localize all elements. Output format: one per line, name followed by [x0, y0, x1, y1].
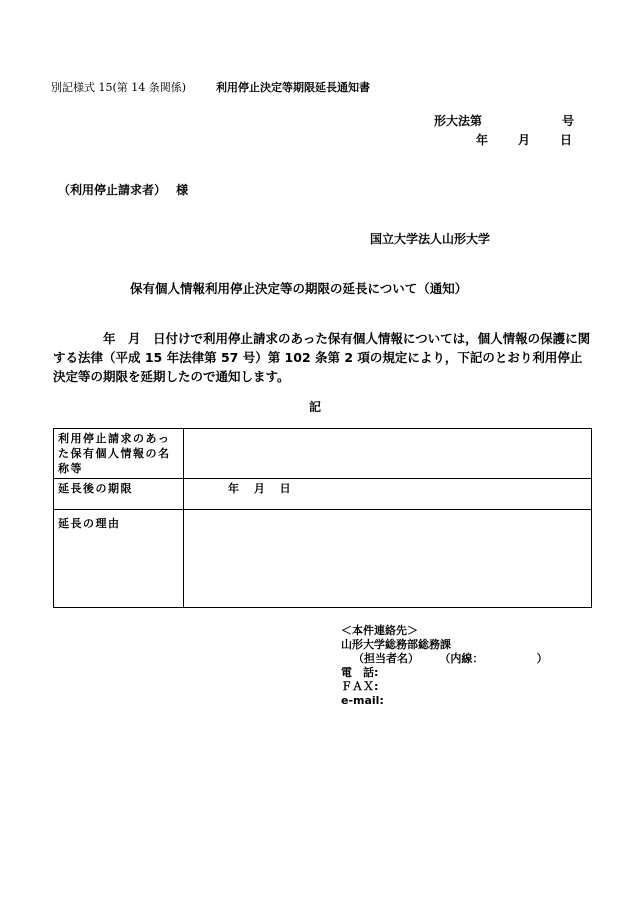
table-value — [184, 510, 592, 608]
table-value: 年 月 日 — [184, 479, 592, 510]
table-label: 延長後の期限 — [54, 479, 184, 510]
date-day: 日 — [560, 133, 573, 147]
sender: 国立大学法人山形大学 — [370, 232, 491, 246]
document-number — [434, 112, 574, 129]
ki-heading: 記 — [309, 400, 322, 414]
contact-block — [341, 624, 548, 708]
table-row — [54, 479, 592, 510]
document-number-suffix: 号 — [562, 114, 575, 128]
contact-department: 山形大学総務部総務課 — [341, 638, 451, 651]
table-label: 延長の理由 — [54, 510, 184, 608]
form-number: 別記様式 15(第 14 条関係) — [51, 81, 187, 94]
date-month: 月 — [518, 133, 531, 147]
contact-person: （担当者名） （内線： ） — [353, 652, 548, 665]
date-year: 年 — [476, 133, 489, 147]
document-number-prefix: 形大法第 — [434, 114, 483, 128]
recipient: （利用停止請求者） 様 — [58, 183, 189, 197]
table-row — [54, 510, 592, 608]
subject: 保有個人情報利用停止決定等の期限の延長について（通知） — [130, 281, 468, 296]
table-value — [184, 429, 592, 479]
contact-fax: ＦＡＸ: — [341, 680, 379, 693]
info-table — [53, 428, 592, 608]
body-text: 年 月 日付けで利用停止請求のあった保有個人情報については，個人情報の保護に関する法律（平成 15 年法律第 57 号）第 102 条第 2 項の規定により，下記のとおり利用停止決定等の期限を延期したので通知します。 — [53, 331, 591, 384]
contact-email: e-mail: — [341, 694, 384, 707]
table-label: 利用停止請求のあった保有個人情報の名称等 — [54, 429, 184, 479]
contact-phone: 電 話: — [341, 666, 379, 679]
contact-heading: ＜本件連絡先＞ — [341, 624, 418, 637]
table-row — [54, 429, 592, 479]
form-title: 利用停止決定等期限延長通知書 — [216, 81, 370, 94]
issue-date — [476, 131, 572, 148]
